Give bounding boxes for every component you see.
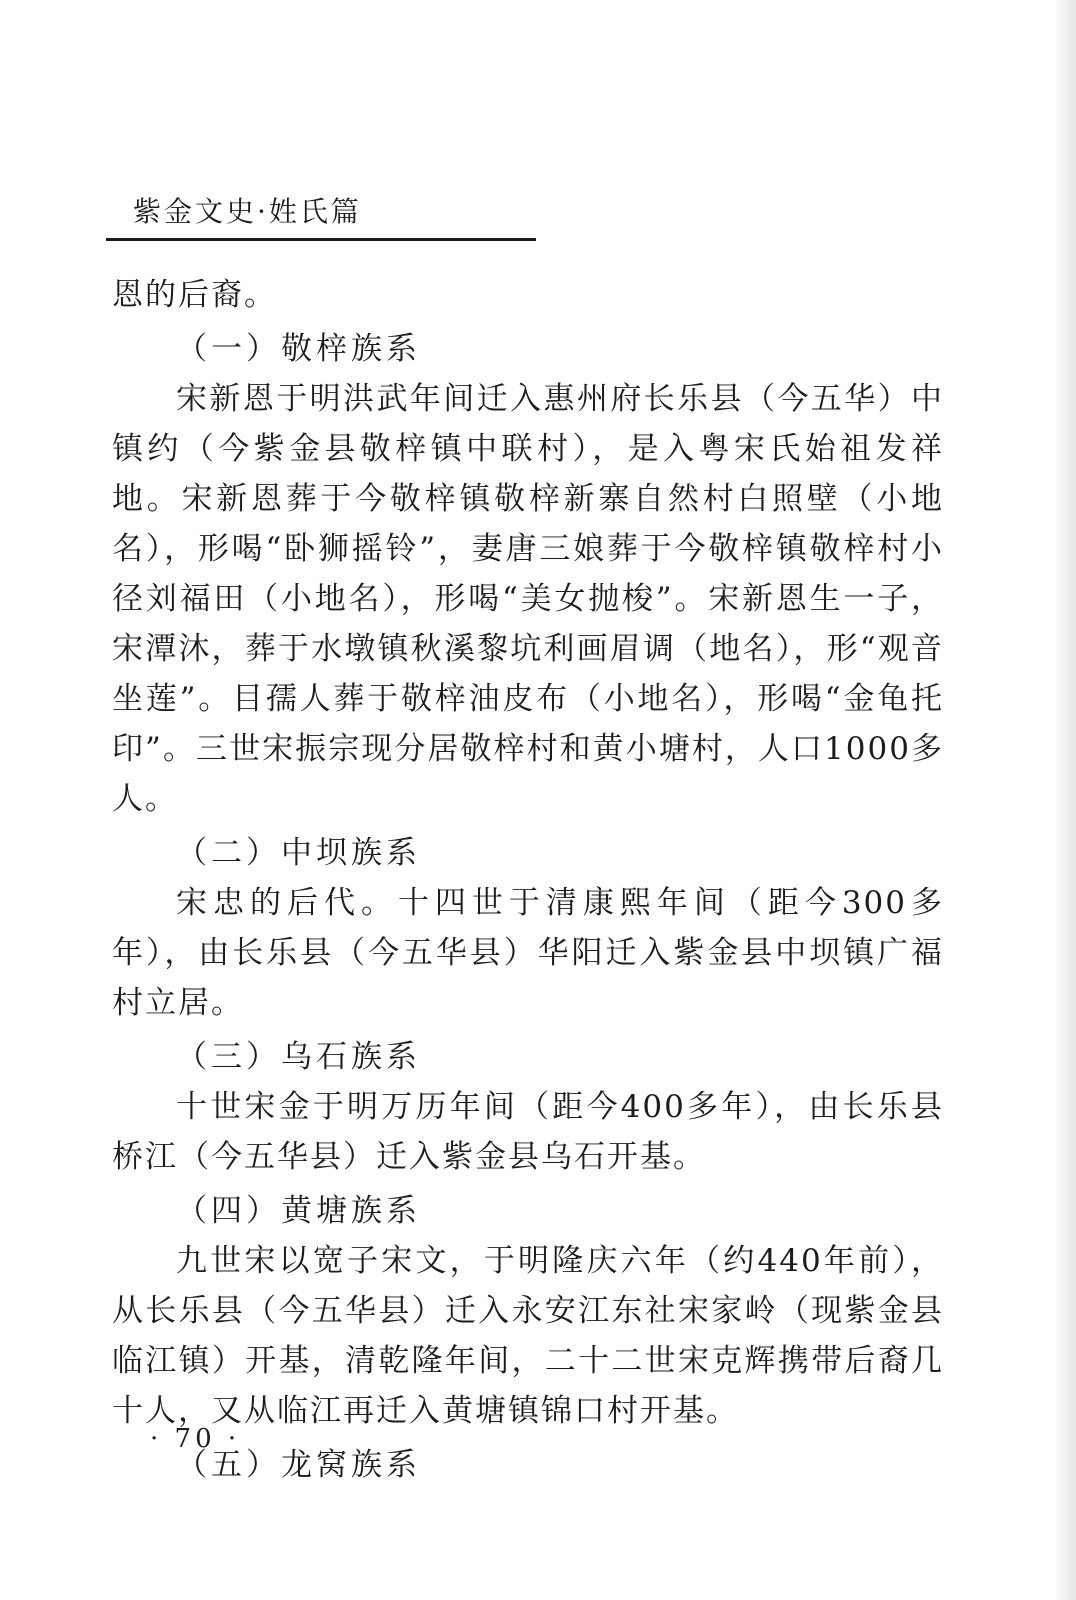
paragraph: 九世宋以宽子宋文，于明隆庆六年（约440年前），从长乐县（今五华县）迁入永安江东社宋家岭（现紫金县临江镇）开基，清乾隆年间，二十二世宋克辉携带后裔几十人，又从临江再迁入黄塘镇锦口村开基。 — [112, 1243, 944, 1429]
running-head: 紫金文史·姓氏篇 — [133, 195, 362, 228]
paragraph: 十世宋金于明万历年间（距今400多年），由长乐县桥江（今五华县）迁入紫金县乌石开基。 — [112, 1089, 944, 1175]
section-heading-wushi: （三）乌石族系 — [176, 1039, 421, 1075]
header-rule — [106, 238, 536, 241]
scan-edge-shadow — [1054, 0, 1076, 1600]
section-heading-zhongba: （二）中坝族系 — [176, 835, 421, 871]
section-heading-longwo: （五）龙窝族系 — [176, 1447, 421, 1483]
paragraph: 宋忠的后代。十四世于清康熙年间（距今300多年），由长乐县（今五华县）华阳迁入紫金县中坝镇广福村立居。 — [112, 885, 944, 1021]
section-heading-huangtang: （四）黄塘族系 — [176, 1193, 421, 1229]
section-heading-jingzi: （一）敬梓族系 — [176, 331, 421, 367]
page-number: · 70 · — [150, 1424, 241, 1454]
paragraph: 恩的后裔。 — [112, 277, 277, 313]
paragraph: 宋新恩于明洪武年间迁入惠州府长乐县（今五华）中镇约（今紫金县敬梓镇中联村），是入粤宋氏始祖发祥地。宋新恩葬于今敬梓镇敬梓新寨自然村白照壁（小地名），形喝“卧狮摇铃”，妻唐三娘葬于今敬梓镇敬梓村小径刘福田（小地名），形喝“美女抛梭”。宋新恩生一子，宋潭沐，葬于水墩镇秋溪黎坑利画眉调（地名），形“观音坐莲”。目孺人葬于敬梓油皮布（小地名），形喝“金龟托印”。三世宋振宗现分居敬梓村和黄小塘村，人口1000多人。 — [112, 381, 944, 817]
body-text — [112, 270, 944, 1490]
